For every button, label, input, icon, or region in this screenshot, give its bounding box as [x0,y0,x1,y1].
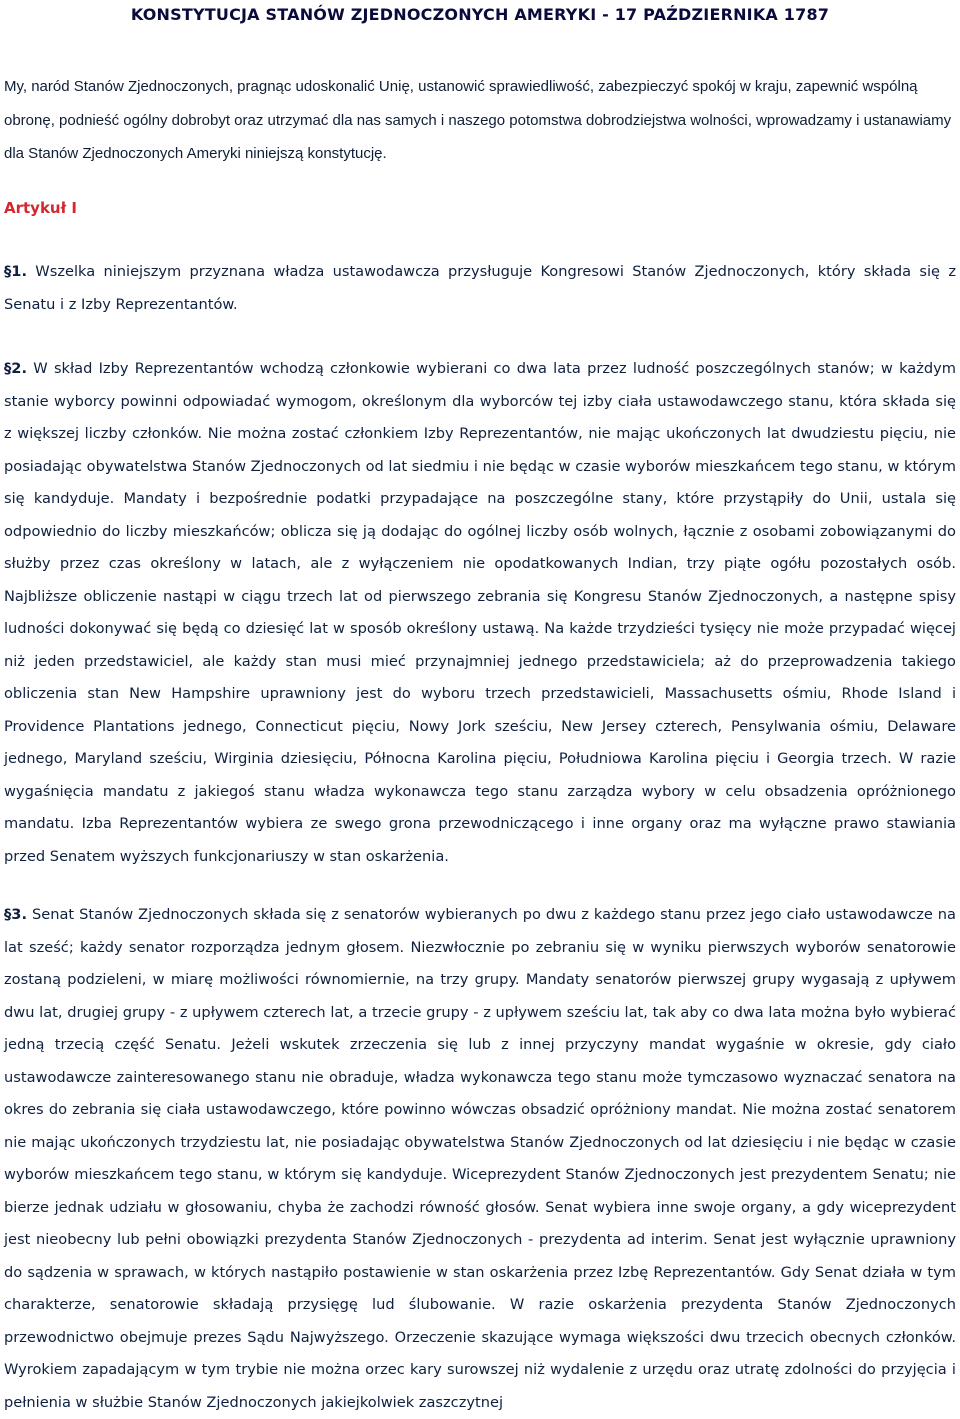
section-number: §1. [4,263,27,280]
section-text: Senat Stanów Zjednoczonych składa się z senatorów wybieranych po dwu z każdego stanu przez jego ciało ustawodawcze na lat sześć; każdy senator rozporządza jednym głosem. Niezwłocznie po zebraniu się w wyniku pierwszych wyborów senatorowie zostaną podzieleni, w miarę możliwości równomiernie, na trzy grupy. Mandaty senatorów pierwszej grupy wygasają z upływem dwu lat, drugiej grupy - z upływem czterech lat, a trzecie grupy - z upływem sześciu lat, tak aby co dwa lata można było wybierać jedną trzecią część Senatu. Jeżeli wskutek zrzeczenia się lub z innej przyczyny mandat wygaśnie w okresie, gdy ciało ustawodawcze zainteresowanego stanu nie obraduje, władza wykonawcza tego stanu może tymczasowo wyznaczać senatora na okres do zebrania się ciała ustawodawczego, które powinno wówczas obsadzić opróżniony mandat. Nie można zostać senatorem nie mając ukończonych trzydziestu lat, nie posiadając obywatelstwa Stanów Zjednoczonych od lat dziesięciu i nie będąc w czasie wyborów mieszkańcem tego stanu, w którym się kandyduje. Wiceprezydent Stanów Zjednoczonych jest prezydentem Senatu; nie bierze jednak udziału w głosowaniu, chyba że zachodzi równość głosów. Senat wybiera inne swoje organy, a gdy wiceprezydent jest nieobecny lub pełni obowiązki prezydenta Stanów Zjednoczonych - prezydenta ad interim. Senat jest wyłącznie uprawniony do sądzenia w sprawach, w których nastąpiło postawienie w stan oskarżenia przez Izbę Reprezentantów. Gdy Senat działa w tym charakterze, senatorowie składają przysięgę lud ślubowanie. W razie oskarżenia prezydenta Stanów Zjednoczonych przewodnictwo obejmuje prezes Sądu Najwyższego. Orzeczenie skazujące wymaga większości dwu trzecich obecnych członków. Wyrokiem zapadającym w tym trybie nie można orzec kary surowszej niż wydalenie z urzędu oraz utratę zdolności do przyjęcia i pełnienia w służbie Stanów Zjednoczonych jakiejkolwiek zaszczytnej [4,906,956,1411]
document-title: KONSTYTUCJA STANÓW ZJEDNOCZONYCH AMERYKI - 17 PAŹDZIERNIKA 1787 [130,5,830,24]
section-text: W skład Izby Reprezentantów wchodzą członkowie wybierani co dwa lata przez ludność poszczególnych stanów; w każdym stanie wyborcy powinni odpowiadać wymogom, określonym dla wyborców tej izby ciała ustawodawczego stanu, która składa się z większej liczby członków. Nie można zostać członkiem Izby Reprezentantów, nie mając ukończonych lat dwudziestu pięciu, nie posiadając obywatelstwa Stanów Zjednoczonych od lat siedmiu i nie będąc w czasie wyborów mieszkańcem tego stanu, w którym się kandyduje. Mandaty i bezpośrednie podatki przypadające na poszczególne stany, które przystąpiły do Unii, ustala się odpowiednio do liczby mieszkańców; oblicza się ją dodając do ogólnej liczby osób wolnych, łącznie z osobami zobowiązanymi do służby przez czas określony w latach, ale z wyłączeniem nie opodatkowanych Indian, trzy piąte ogółu pozostałych osób. Najbliższe obliczenie nastąpi w ciągu trzech lat od pierwszego zebrania się Kongresu Stanów Zjednoczonych, a następne spisy ludności dokonywać się będą co dziesięć lat w sposób określony ustawą. Na każde trzydzieści tysięcy nie może przypadać więcej niż jeden przedstawiciel, ale każdy stan musi mieć przynajmniej jednego przedstawiciela; aż do przeprowadzenia takiego obliczenia stan New Hampshire uprawniony jest do wyboru trzech przedstawicieli, Massachusetts ośmiu, Rhode Island i Providence Plantations jednego, Connecticut pięciu, Nowy Jork sześciu, New Jersey czterech, Pensylwania ośmiu, Delaware jednego, Maryland sześciu, Wirginia dziesięciu, Północna Karolina pięciu, Południowa Karolina pięciu i Georgia trzech. W razie wygaśnięcia mandatu z jakiegoś stanu władza wykonawcza tego stanu zarządza wybory w celu obsadzenia opróżnionego mandatu. Izba Reprezentantów wybiera ze swego grona przewodniczącego i inne organy oraz ma wyłączne prawo stawiania przed Senatem wyższych funkcjonariuszy w stan oskarżenia. [4,360,956,865]
section-1 [4,256,956,321]
section-text: Wszelka niniejszym przyznana władza ustawodawcza przysługuje Kongresowi Stanów Zjednoczonych, który składa się z Senatu i z Izby Reprezentantów. [4,263,956,313]
section-number: §3. [4,906,27,923]
section-number: §2. [4,360,27,377]
section-2 [4,353,956,873]
section-3 [4,899,956,1419]
preamble-paragraph: My, naród Stanów Zjednoczonych, pragnąc udoskonalić Unię, ustanowić sprawiedliwość, zabezpieczyć spokój w kraju, zapewnić wspólną obronę, podnieść ogólny dobrobyt oraz utrzymać dla nas samych i naszego potomstwa dobrodziejstwa wolności, wprowadzamy i ustanawiamy dla Stanów Zjednoczonych Ameryki niniejszą konstytucję. [4,78,952,162]
article-heading: Artykuł I [4,199,77,217]
